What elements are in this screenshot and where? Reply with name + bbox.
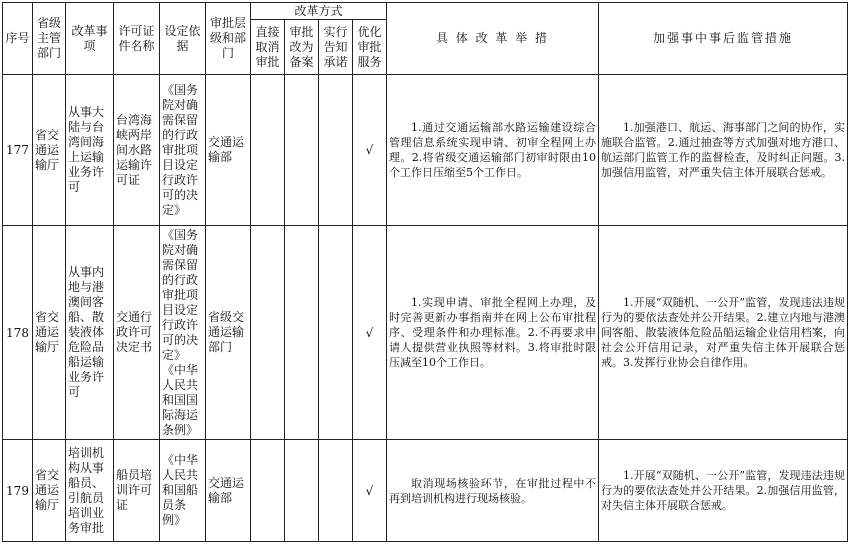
row-cert: 交通行政许可决定书 — [114, 226, 160, 440]
row-supervision — [599, 440, 848, 542]
row-measures — [387, 226, 599, 440]
header-seq: 序号 — [3, 3, 33, 75]
header-mode-commitment: 实行告知承诺 — [319, 20, 353, 75]
row-supervision — [599, 75, 848, 226]
row-seq: 177 — [3, 75, 33, 226]
table-row — [3, 75, 848, 226]
row-basis: 《中华人民共和国船员条例》 — [160, 440, 206, 542]
row-supervision-text: 1.开展“双随机、一公开”监管，发现违法违规行为的要依法查处并公开结果。2.加强信用监管，对失信主体开展联合惩戒。 — [601, 469, 846, 512]
row-mode-cancel — [251, 75, 285, 226]
row-item: 培训机构从事船员、引航员培训业务审批 — [66, 440, 114, 542]
row-item: 从事内地与港澳间客船、散装液体危险品船运输业务许可 — [66, 226, 114, 440]
row-dept: 省交通运输厅 — [33, 226, 66, 440]
row-mode-optimize: √ — [353, 440, 387, 542]
row-cert: 台湾海峡两岸间水路运输许可证 — [114, 75, 160, 226]
row-measures-text: 1.通过交通运输部水路运输建设综合管理信息系统实现申请、初审全程网上办理。2.将省级交通运输部门初审时限由10个工作日压缩至5个工作日。 — [389, 121, 597, 179]
header-dept: 省级主管部门 — [33, 3, 66, 75]
row-basis: 《国务院对确需保留的行政审批项目设定行政许可的决定》 — [160, 75, 206, 226]
row-supervision-text: 1.加强港口、航运、海事部门之间的协作，实施联合监管。2.通过抽查等方式加强对地方港口、航运部门监管工作的监督检查，及时纠正问题。3.加强信用监管，对严重失信主体开展联合惩戒。 — [601, 121, 846, 179]
table-row — [3, 226, 848, 440]
row-dept: 省交通运输厅 — [33, 440, 66, 542]
row-mode-commitment — [319, 226, 353, 440]
header-basis: 设定依据 — [160, 3, 206, 75]
reform-items-table — [2, 2, 848, 542]
row-mode-filing — [285, 440, 319, 542]
header-cert: 许可证件名称 — [114, 3, 160, 75]
row-item: 从事大陆与台湾间海上运输业务许可 — [66, 75, 114, 226]
header-level: 审批层级和部门 — [206, 3, 251, 75]
row-mode-optimize: √ — [353, 75, 387, 226]
row-mode-commitment — [319, 75, 353, 226]
row-level: 省级交通运输部门 — [206, 226, 251, 440]
header-measures: 具 体 改 革 举 措 — [387, 3, 599, 75]
table-row — [3, 440, 848, 542]
header-mode-group: 改革方式 — [251, 3, 387, 20]
row-seq: 178 — [3, 226, 33, 440]
row-basis: 《国务院对确需保留的行政审批项目设定行政许可的决定》《中华人民共和国国际海运条例》 — [160, 226, 206, 440]
row-measures-text: 取消现场核验环节，在审批过程中不再到培训机构进行现场核验。 — [389, 476, 597, 505]
row-dept: 省交通运输厅 — [33, 75, 66, 226]
row-measures — [387, 75, 599, 226]
row-mode-commitment — [319, 440, 353, 542]
header-supervision: 加强事中事后监管措施 — [599, 3, 848, 75]
row-mode-cancel — [251, 226, 285, 440]
row-mode-filing — [285, 75, 319, 226]
row-mode-cancel — [251, 440, 285, 542]
row-measures — [387, 440, 599, 542]
header-item: 改革事项 — [66, 3, 114, 75]
row-cert: 船员培训许可证 — [114, 440, 160, 542]
header-mode-optimize: 优化审批服务 — [353, 20, 387, 75]
row-measures-text: 1.实现申请、审批全程网上办理，及时完善更新办事指南并在网上公布审批程序、受理条件和办理标准。2.不再要求申请人提供营业执照等材料。3.将审批时限压减至10个工作日。 — [389, 296, 597, 369]
row-mode-filing — [285, 226, 319, 440]
row-supervision-text: 1.开展“双随机、一公开”监管，发现违法违规行为的要依法查处并公开结果。2.建立内地与港澳间客船、散装液体危险品船运输企业信用档案，向社会公开信用记录，对严重失信主体开展联合惩戒。3.发挥行业协会自律作用。 — [601, 296, 846, 369]
row-seq: 179 — [3, 440, 33, 542]
row-level: 交通运输部 — [206, 75, 251, 226]
header-mode-filing: 审批改为备案 — [285, 20, 319, 75]
row-mode-optimize: √ — [353, 226, 387, 440]
row-supervision — [599, 226, 848, 440]
row-level: 交通运输部 — [206, 440, 251, 542]
header-mode-cancel: 直接取消审批 — [251, 20, 285, 75]
